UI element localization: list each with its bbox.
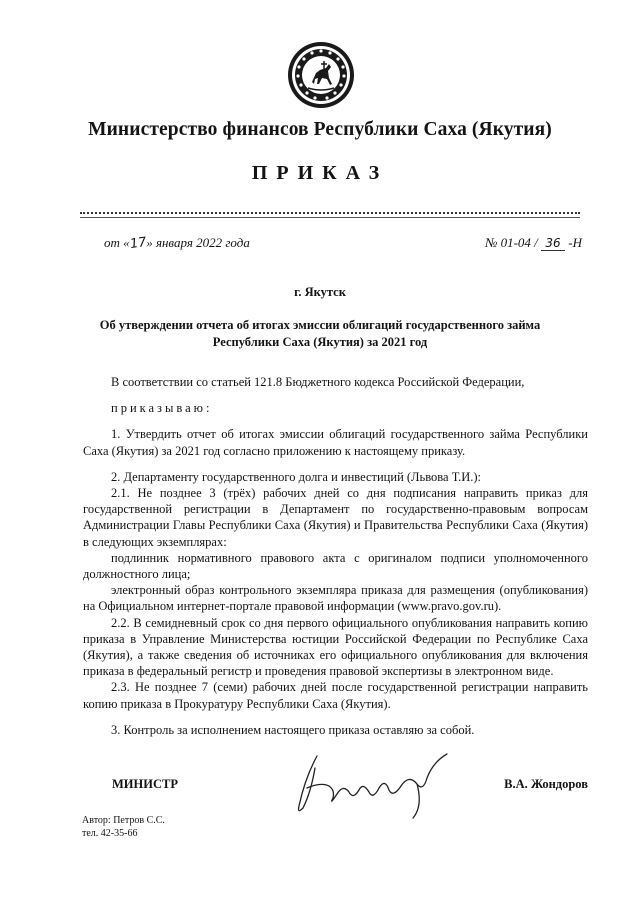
order-number xyxy=(485,235,582,251)
paragraph-2-1-a: подлинник нормативного правового акта с оригиналом подписи уполномоченного должностного лица; xyxy=(83,550,588,582)
paragraph-2-1: 2.1. Не позднее 3 (трёх) рабочих дней со дня подписания направить приказ для государственной регистрации в Департамент по государственно-правовым вопросам Администрации Главы Республики Саха (Якутия) и Правительства Республики Саха (Якутия) в следующих экземплярах: xyxy=(83,486,588,549)
city: г. Якутск xyxy=(294,285,346,299)
author-info xyxy=(82,814,165,840)
order-date xyxy=(104,235,250,251)
paragraph-2-2: 2.2. В семидневный срок со дня первого официального опубликования направить копию приказа в Управление Министерства юстиции Российской Федерации по Республике Саха (Якутия), а также сведения об источниках его официального опубликования для включения приказа в федеральный регистр и проведения правовой экспертизы в электронном виде. xyxy=(83,615,588,679)
subject-line-2: Республики Саха (Якутия) за 2021 год xyxy=(212,335,428,349)
preamble: В соответствии со статьей 121.8 Бюджетного кодекса Российской Федерации, xyxy=(111,375,525,389)
paragraph-3: 3. Контроль за исполнением настоящего приказа оставляю за собой. xyxy=(111,722,475,737)
order-title: ПРИКАЗ xyxy=(251,162,389,184)
order-word: приказываю: xyxy=(111,401,213,416)
author-name: Автор: Петров С.С. xyxy=(82,815,165,826)
handwritten-signature xyxy=(277,748,477,820)
paragraph-1: 1. Утвердить отчет об итогах эмиссии облигаций государственного займа Республики Саха (Якутия) за 2021 год согласно приложению к настоящему приказу. xyxy=(83,427,588,458)
date-suffix: » января 2022 года xyxy=(146,235,250,250)
author-phone: тел. 42-35-66 xyxy=(82,828,138,839)
coat-of-arms-emblem-icon xyxy=(286,40,356,110)
date-prefix: от « xyxy=(104,235,130,250)
ministry-name: Министерство финансов Республики Саха (Якутия) xyxy=(88,119,552,140)
header-divider xyxy=(80,212,580,218)
number-handwritten: 36 xyxy=(541,236,565,251)
paragraph-2-1-b: электронный образ контрольного экземпляра приказа для размещения (опубликования) на Официальном интернет-портале правовой информации (www.pravo.gov.ru). xyxy=(83,583,588,614)
paragraph-2: 2. Департаменту государственного долга и инвестиций (Львова Т.И.): xyxy=(111,469,481,484)
date-day-handwritten: 17 xyxy=(128,234,148,253)
signatory-name: В.А. Жондоров xyxy=(504,777,588,791)
subject-line-1: Об утверждении отчета об итогах эмиссии облигаций государственного займа xyxy=(99,318,541,332)
number-prefix: № 01-04 / xyxy=(485,235,542,250)
number-suffix: -Н xyxy=(565,235,582,250)
order-subject xyxy=(90,317,550,351)
signatory-position: МИНИСТР xyxy=(112,777,178,791)
order-body xyxy=(83,374,588,738)
paragraph-2-3: 2.3. Не позднее 7 (семи) рабочих дней после государственной регистрации направить копию приказа в Прокуратуру Республики Саха (Якутия). xyxy=(83,680,588,711)
